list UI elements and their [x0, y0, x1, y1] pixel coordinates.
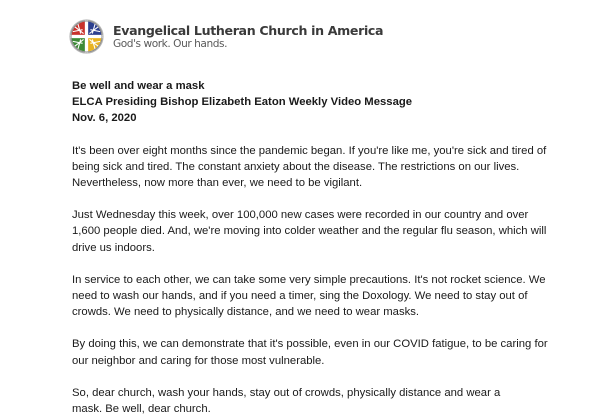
text-line: being sick and tired. The constant anxiety about the disease. The restrictions on our lives. — [72, 160, 520, 173]
document-date: Nov. 6, 2020 — [72, 112, 137, 125]
brand-block — [113, 23, 383, 51]
text-line: Nevertheless, now more than ever, we need to be vigilant. — [72, 177, 363, 190]
tagline: God's work. Our hands. — [113, 37, 227, 50]
paragraph-4 — [72, 336, 592, 368]
text-line: crowds. We need to physically distance, and we need to wear masks. — [72, 306, 420, 319]
paragraph-3 — [72, 272, 592, 321]
text-line: mask. Be well, dear church. — [72, 403, 211, 416]
text-line: In service to each other, we can take some very simple precautions. It's not rocket science. We — [72, 273, 546, 286]
document-title: Be well and wear a mask — [72, 80, 205, 92]
text-line: our neighbor and caring for those most vulnerable. — [72, 354, 325, 367]
paragraph-5 — [72, 385, 592, 417]
text-line: So, dear church, wash your hands, stay out of crowds, physically distance and wear a — [72, 386, 501, 399]
elca-cross-logo-icon — [69, 19, 104, 54]
organization-name: Evangelical Lutheran Church in America — [113, 22, 384, 38]
text-line: By doing this, we can demonstrate that it's possible, even in our COVID fatigue, to be caring for — [72, 338, 548, 351]
text-line: It's been over eight months since the pandemic began. If you're like me, you're sick and tired of — [72, 144, 547, 157]
header — [69, 19, 383, 54]
text-line: need to wash our hands, and if you need a timer, sing the Doxology. We need to stay out of — [72, 290, 528, 303]
text-line: Just Wednesday this week, over 100,000 new cases were recorded in our country and over — [72, 209, 529, 222]
paragraph-2 — [72, 207, 592, 256]
document-body — [72, 78, 592, 417]
document-subtitle: ELCA Presiding Bishop Elizabeth Eaton Weekly Video Message — [72, 96, 413, 109]
document-heading — [72, 78, 592, 127]
text-line: 1,600 people died. And, we're moving into colder weather and the regular flu season, which will — [72, 225, 547, 238]
text-line: drive us indoors. — [72, 241, 155, 254]
paragraph-1 — [72, 143, 592, 192]
